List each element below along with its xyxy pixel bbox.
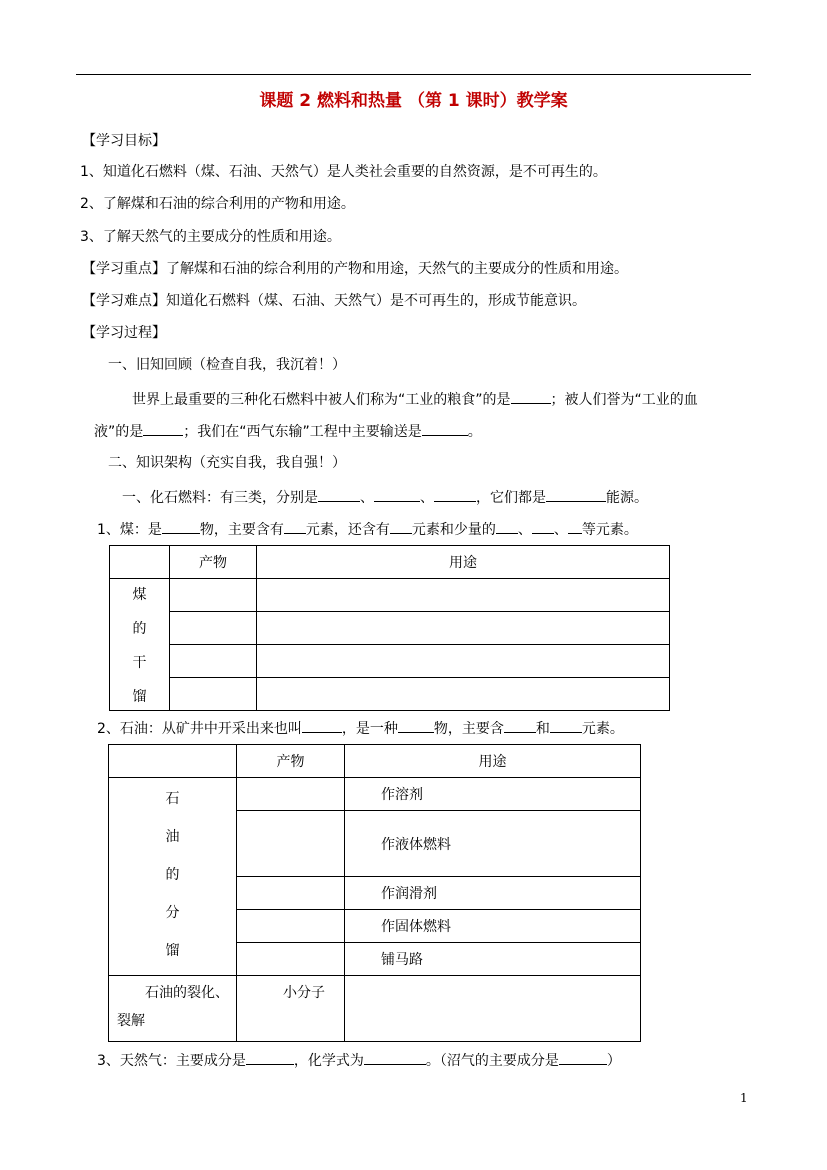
use-cell[interactable] [257,678,670,711]
separator: 、 [420,490,434,506]
row-label-char: 干 [132,654,147,671]
focus-text: 了解煤和石油的综合利用的产物和用途，天然气的主要成分的性质和用途。 [166,261,628,277]
review-text: ；被人们誉为“工业的血 [550,392,698,408]
separator: 、 [517,522,532,538]
fossil-text: 一、化石燃料：有三类，分别是 [122,490,318,506]
answer-blank[interactable] [422,423,468,436]
goals-heading: 【学习目标】 [82,133,166,149]
answer-blank[interactable] [559,1052,607,1065]
oil-row-label [109,778,237,976]
focus-label: 【学习重点】 [82,261,166,277]
product-cell[interactable] [237,811,345,877]
gas-text: 。（沼气的主要成分是 [425,1053,559,1069]
cracking-label-line2: 裂解 [117,1013,145,1029]
answer-blank[interactable] [318,489,360,502]
answer-blank[interactable] [434,489,476,502]
use-cell[interactable] [345,976,641,1042]
row-label-char: 馏 [165,943,180,959]
product-cell[interactable] [170,579,257,612]
product-cell[interactable] [170,678,257,711]
answer-blank[interactable] [504,720,536,733]
use-cell: 铺马路 [345,943,641,976]
row-label-char: 油 [165,829,180,845]
row-label-char: 分 [165,905,180,921]
page-number: 1 [740,1091,748,1105]
coal-text: 元素，还含有 [305,522,390,538]
row-label-char: 石 [165,791,180,807]
use-cell: 作溶剂 [345,778,641,811]
goal-3: 3、了解天然气的主要成分的性质和用途。 [80,229,341,245]
answer-blank[interactable] [550,720,582,733]
answer-blank[interactable] [364,1052,426,1065]
cracking-product-text: 小分子 [283,985,325,1001]
coal-row-label [110,579,170,711]
answer-blank[interactable] [162,521,200,534]
header-rule [76,74,751,75]
difficulty-text: 知道化石燃料（煤、石油、天然气）是不可再生的，形成节能意识。 [166,293,586,309]
goal-1: 1、知道化石燃料（煤、石油、天然气）是人类社会重要的自然资源，是不可再生的。 [80,164,607,180]
product-cell[interactable] [237,910,345,943]
review-text: 液”的是 [94,424,144,440]
use-cell[interactable] [257,645,670,678]
review-text: ；我们在“西气东输”工程中主要输送是 [183,424,422,440]
gas-text: 3、天然气：主要成分是 [97,1053,246,1069]
gas-text: ，化学式为 [293,1053,364,1069]
product-cell[interactable] [237,778,345,811]
coal-text: 等元素。 [581,522,638,538]
framework-heading: 二、知识架构（充实自我，我自强！） [108,455,346,471]
answer-blank[interactable] [546,489,606,502]
coal-distillation-table [109,545,670,711]
answer-blank[interactable] [246,1052,294,1065]
page-title: 课题 2 燃料和热量 （第 1 课时）教学案 [259,91,568,111]
oil-text: ，是一种 [341,721,398,737]
oil-text: 和 [535,721,550,737]
focus-line [82,262,628,276]
product-cell[interactable] [237,943,345,976]
goal-2: 2、了解煤和石油的综合利用的产物和用途。 [80,196,355,212]
petroleum-table [108,744,641,1042]
separator: 、 [553,522,568,538]
review-heading: 一、旧知回顾（检查自我，我沉着！） [108,357,346,373]
oil-line [97,720,624,736]
answer-blank[interactable] [302,720,342,733]
fossil-text: 能源。 [606,490,648,506]
answer-blank[interactable] [374,489,420,502]
answer-blank[interactable] [143,423,183,436]
coal-line [97,521,638,537]
table-corner-cell [109,745,237,778]
answer-blank[interactable] [398,720,434,733]
answer-blank[interactable] [284,521,306,534]
header-use: 用途 [257,546,670,579]
answer-blank[interactable] [511,391,551,404]
process-heading: 【学习过程】 [82,325,166,341]
answer-blank[interactable] [532,521,554,534]
product-cell[interactable] [237,877,345,910]
cracking-product [237,976,345,1042]
product-cell[interactable] [170,612,257,645]
table-corner-cell [110,546,170,579]
coal-text: 物，主要含有 [199,522,284,538]
header-product: 产物 [170,546,257,579]
answer-blank[interactable] [496,521,518,534]
coal-text: 1、煤：是 [97,522,162,538]
use-cell[interactable] [257,579,670,612]
answer-blank[interactable] [390,521,412,534]
review-text: 。 [467,424,482,440]
header-use: 用途 [345,745,641,778]
row-label-char: 馏 [132,688,147,705]
gas-line [97,1052,621,1068]
separator: 、 [360,490,374,506]
use-cell[interactable] [257,612,670,645]
oil-text: 物，主要含 [433,721,504,737]
use-cell: 作润滑剂 [345,877,641,910]
oil-text: 元素。 [581,721,624,737]
review-line-2 [94,423,482,439]
product-cell[interactable] [170,645,257,678]
answer-blank[interactable] [568,521,582,534]
difficulty-line [82,294,586,308]
cracking-label-line1: 石油的裂化、 [145,985,229,1001]
oil-text: 2、石油：从矿井中开采出来也叫 [97,721,302,737]
coal-text: 元素和少量的 [411,522,496,538]
fossil-text: ，它们都是 [476,490,546,506]
header-product: 产物 [237,745,345,778]
review-text: 世界上最重要的三种化石燃料中被人们称为“工业的粮食”的是 [132,392,511,408]
row-label-char: 的 [165,867,180,883]
cracking-label [109,976,237,1042]
row-label-char: 煤 [132,586,147,603]
use-cell: 作固体燃料 [345,910,641,943]
review-line-1 [132,391,698,407]
difficulty-label: 【学习难点】 [82,293,166,309]
gas-text: ） [606,1053,621,1069]
fossil-fuel-line [122,489,648,505]
row-label-char: 的 [132,620,147,637]
use-cell: 作液体燃料 [345,811,641,877]
